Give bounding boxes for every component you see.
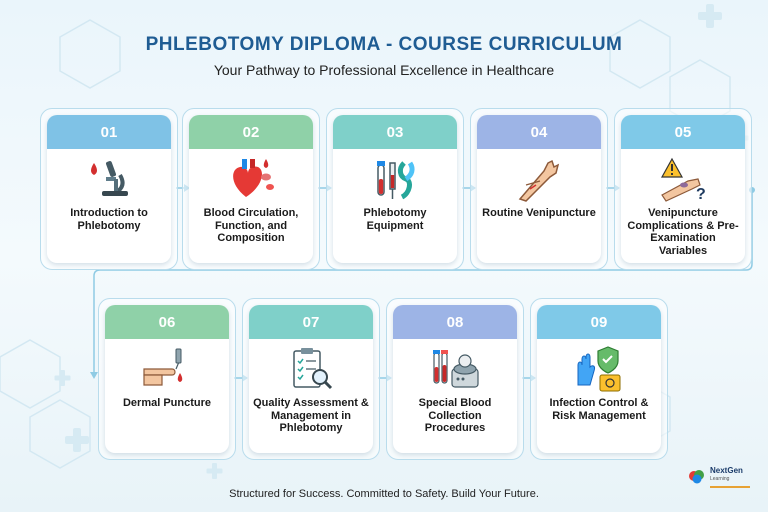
- step-number: 05: [621, 115, 745, 149]
- heart-icon: [226, 155, 276, 203]
- page-subtitle: Your Pathway to Professional Excellence in Healthcare: [213, 62, 555, 78]
- step-number: 02: [189, 115, 313, 149]
- tubes-syringe-icon: [370, 155, 420, 203]
- step-label: Phlebotomy Equipment: [363, 207, 427, 232]
- step-number: 09: [537, 305, 661, 339]
- logo-name: NextGen: [710, 466, 743, 475]
- step-number: 08: [393, 305, 517, 339]
- step-card-04: [470, 108, 608, 270]
- step-label: Quality Assessment & Management in Phlebotomy: [253, 397, 369, 434]
- step-number: 04: [477, 115, 601, 149]
- step-card-01: [40, 108, 178, 270]
- svg-text:?: ?: [696, 186, 706, 203]
- brain-logo-icon: [688, 468, 706, 486]
- step-label: Infection Control & Risk Management: [549, 397, 649, 422]
- arm-icon: [514, 155, 564, 203]
- step-card-02: [182, 108, 320, 270]
- step-number: 06: [105, 305, 229, 339]
- logo-underline: [710, 486, 750, 488]
- step-number: 03: [333, 115, 457, 149]
- step-label: Blood Circulation, Function, and Composition: [203, 207, 299, 244]
- logo-sub: Learning: [710, 476, 730, 482]
- step-number: 07: [249, 305, 373, 339]
- warning-arm-icon: [658, 155, 708, 203]
- step-card-08: [386, 298, 524, 460]
- step-card-05: [614, 108, 752, 270]
- step-number: 01: [47, 115, 171, 149]
- footer-tagline: Structured for Success. Committed to Safety. Build Your Future.: [229, 488, 539, 500]
- finger-prick-icon: [142, 345, 192, 393]
- step-label: Venipuncture Complications & Pre-Examination Variables: [627, 207, 739, 257]
- step-label: Special Blood Collection Procedures: [418, 397, 492, 434]
- page-title: PHLEBOTOMY DIPLOMA - COURSE CURRICULUM: [145, 34, 623, 55]
- microscope-icon: [84, 155, 134, 203]
- clipboard-icon: [286, 345, 336, 393]
- centrifuge-icon: [430, 345, 480, 393]
- step-label: Introduction to Phlebotomy: [70, 207, 148, 232]
- gloves-shield-icon: [574, 345, 624, 393]
- step-card-06: [98, 298, 236, 460]
- step-card-07: [242, 298, 380, 460]
- brand-logo: [688, 466, 750, 488]
- step-card-03: [326, 108, 464, 270]
- step-label: Dermal Puncture: [122, 397, 212, 409]
- step-label: Routine Venipuncture: [482, 207, 596, 219]
- step-card-09: [530, 298, 668, 460]
